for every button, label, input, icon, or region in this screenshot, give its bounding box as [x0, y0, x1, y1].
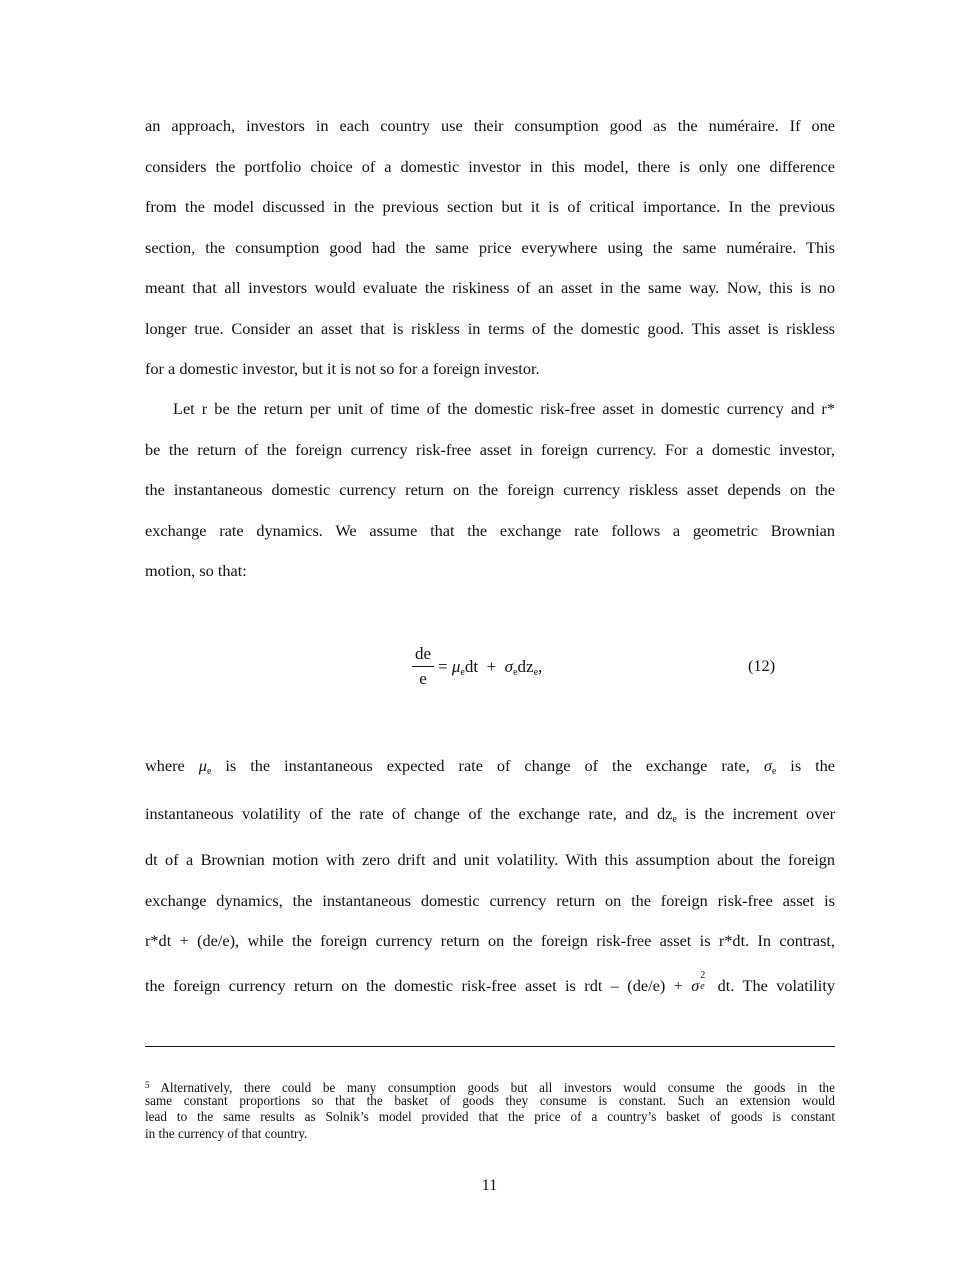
- sigma-symbol: σ: [504, 657, 514, 676]
- text-line: [145, 755, 835, 777]
- text-run: where: [145, 756, 199, 775]
- footnote-divider: [145, 1046, 835, 1047]
- text-line: meant that all investors would evaluate the riskiness of an asset in the same way. Now, this is no: [145, 278, 835, 297]
- footnote-line: lead to the same results as Solnik’s model provided that the price of a country’s basket of goods is constant: [145, 1109, 835, 1125]
- text-line: longer true. Consider an asset that is riskless in terms of the domestic good. This asset is riskless: [145, 318, 835, 338]
- footnote-line: in the currency of that country.: [145, 1125, 308, 1141]
- text-run: Alternatively, there could be many consumption goods but all investors would consume the goods in the: [149, 1080, 835, 1095]
- equals-sign: =: [438, 657, 448, 676]
- text-run: instantaneous volatility of the rate of change of the exchange rate, and: [145, 804, 657, 823]
- dt-term: dt: [464, 657, 479, 676]
- text-line: exchange rate dynamics. We assume that the exchange rate follows a geometric Brownian: [145, 520, 835, 540]
- text-line: section, the consumption good had the same price everywhere using the same numéraire. This: [145, 237, 835, 257]
- footnote-line: same constant proportions so that the basket of goods they consume is constant. Such an extension would: [145, 1093, 835, 1109]
- text-run: the foreign currency return on the domestic risk-free asset is rdt – (de/e) +: [145, 976, 692, 995]
- text-line: exchange dynamics, the instantaneous domestic currency return on the foreign risk-free asset is: [145, 891, 835, 910]
- text-line: be the return of the foreign currency risk-free asset in foreign currency. For a domestic investor,: [145, 439, 835, 459]
- subscript-e: e: [206, 766, 212, 777]
- subscript-e: e: [672, 814, 677, 825]
- fraction-bar: [412, 666, 434, 667]
- equation-rhs: [438, 656, 542, 684]
- text-line: r*dt + (de/e), while the foreign currency return on the foreign risk-free asset is r*dt. In contrast,: [145, 931, 835, 950]
- subscript-e: e: [513, 667, 518, 678]
- text-line: motion, so that:: [145, 561, 247, 580]
- subscript-e: e: [700, 981, 705, 992]
- text-run: is the: [776, 756, 836, 775]
- sigma-super-sub: [699, 970, 709, 992]
- text-run: is the increment over: [676, 804, 835, 823]
- text-line: considers the portfolio choice of a domestic investor in this model, there is only one difference: [145, 156, 835, 176]
- page-number: 11: [481, 1177, 498, 1194]
- text-run: dt. The volatility: [709, 976, 835, 995]
- subscript-e: e: [460, 667, 465, 678]
- mu-symbol: μ: [198, 756, 207, 775]
- text-run: is the instantaneous expected rate of change of the exchange rate,: [211, 756, 764, 775]
- footnote-line: [145, 1077, 835, 1093]
- text-line: the instantaneous domestic currency return on the foreign currency riskless asset depends on the: [145, 480, 835, 499]
- plus-sign: +: [486, 657, 497, 676]
- subscript-e: e: [533, 667, 539, 678]
- dz-term: dz: [517, 657, 534, 676]
- text-line: dt of a Brownian motion with zero drift and unit volatility. With this assumption about the foreign: [145, 850, 835, 869]
- subscript-e: e: [771, 766, 777, 777]
- footnote: [145, 1077, 835, 1142]
- text-line: for a domestic investor, but it is not so for a foreign investor.: [145, 359, 540, 378]
- superscript-2: 2: [700, 970, 706, 981]
- footnote-marker: 5: [145, 1080, 150, 1090]
- sigma-symbol: σ: [691, 976, 700, 995]
- dz-term: dz: [657, 804, 673, 823]
- equation-fraction: [412, 643, 434, 690]
- text-line: from the model discussed in the previous section but it is of critical importance. In the previous: [145, 197, 835, 216]
- text-line: [145, 970, 835, 997]
- fraction-denominator: e: [419, 669, 427, 688]
- text-line: Let r be the return per unit of time of the domestic risk-free asset in domestic currency and r*: [173, 399, 835, 418]
- equation-number: (12): [748, 656, 776, 675]
- sigma-symbol: σ: [763, 756, 772, 775]
- mu-symbol: μ: [451, 657, 461, 676]
- equation-comma: ,: [538, 657, 543, 676]
- text-line: an approach, investors in each country use their consumption good as the numéraire. If one: [145, 116, 835, 135]
- fraction-numerator: de: [414, 644, 432, 663]
- text-line: [145, 803, 835, 825]
